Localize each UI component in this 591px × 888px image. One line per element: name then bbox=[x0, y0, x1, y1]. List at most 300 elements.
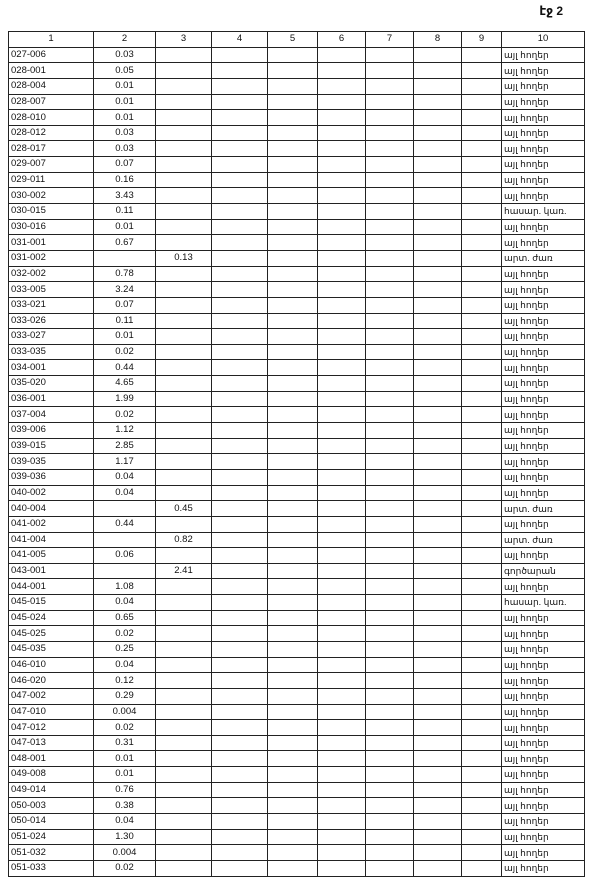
parcel-code-cell: 045-024 bbox=[9, 610, 94, 626]
column-9-cell bbox=[462, 94, 502, 110]
area-value-cell: 0.02 bbox=[94, 407, 156, 423]
column-9-cell bbox=[462, 188, 502, 204]
table-row bbox=[9, 516, 585, 532]
land-register-table bbox=[8, 31, 585, 877]
land-type-cell: այլ հողեր bbox=[502, 673, 585, 689]
column-3-value-cell bbox=[156, 266, 212, 282]
column-8-cell bbox=[414, 94, 462, 110]
column-5-cell bbox=[268, 282, 318, 298]
column-8-cell bbox=[414, 204, 462, 220]
parcel-code-cell: 028-012 bbox=[9, 125, 94, 141]
area-value-cell: 0.01 bbox=[94, 329, 156, 345]
column-3-value-cell bbox=[156, 157, 212, 173]
column-7-cell bbox=[366, 125, 414, 141]
column-3-value-cell bbox=[156, 110, 212, 126]
column-5-cell bbox=[268, 469, 318, 485]
column-9-cell bbox=[462, 282, 502, 298]
column-8-cell bbox=[414, 704, 462, 720]
land-type-cell: այլ հողեր bbox=[502, 814, 585, 830]
land-type-cell: այլ հողեր bbox=[502, 782, 585, 798]
land-type-cell: այլ հողեր bbox=[502, 391, 585, 407]
column-3-value-cell: 0.82 bbox=[156, 532, 212, 548]
area-value-cell: 4.65 bbox=[94, 376, 156, 392]
column-9-cell bbox=[462, 548, 502, 564]
column-9-cell bbox=[462, 595, 502, 611]
land-type-cell: այլ հողեր bbox=[502, 282, 585, 298]
column-4-cell bbox=[212, 626, 268, 642]
column-5-cell bbox=[268, 94, 318, 110]
table-row bbox=[9, 782, 585, 798]
column-7-cell bbox=[366, 282, 414, 298]
land-type-cell: այլ հողեր bbox=[502, 157, 585, 173]
parcel-code-cell: 027-006 bbox=[9, 47, 94, 63]
parcel-code-cell: 039-015 bbox=[9, 438, 94, 454]
column-3-value-cell bbox=[156, 845, 212, 861]
column-4-cell bbox=[212, 313, 268, 329]
column-4-cell bbox=[212, 157, 268, 173]
column-5-cell bbox=[268, 297, 318, 313]
column-8-cell bbox=[414, 673, 462, 689]
column-4-cell bbox=[212, 188, 268, 204]
parcel-code-cell: 045-015 bbox=[9, 595, 94, 611]
column-7-cell bbox=[366, 219, 414, 235]
area-value-cell: 0.07 bbox=[94, 157, 156, 173]
column-7-cell bbox=[366, 751, 414, 767]
column-6-cell bbox=[318, 782, 366, 798]
area-value-cell: 0.03 bbox=[94, 47, 156, 63]
column-9-cell bbox=[462, 516, 502, 532]
column-7-cell bbox=[366, 235, 414, 251]
column-7-cell bbox=[366, 407, 414, 423]
column-5-cell bbox=[268, 720, 318, 736]
parcel-code-cell: 033-035 bbox=[9, 344, 94, 360]
column-9-cell bbox=[462, 751, 502, 767]
column-4-cell bbox=[212, 829, 268, 845]
column-7-cell bbox=[366, 172, 414, 188]
land-type-cell: այլ հողեր bbox=[502, 704, 585, 720]
column-5-cell bbox=[268, 548, 318, 564]
column-9-cell bbox=[462, 798, 502, 814]
page-number-label: էջ 2 bbox=[539, 4, 563, 18]
area-value-cell: 3.43 bbox=[94, 188, 156, 204]
column-4-cell bbox=[212, 548, 268, 564]
column-5-cell bbox=[268, 845, 318, 861]
land-type-cell: այլ հողեր bbox=[502, 78, 585, 94]
column-4-cell bbox=[212, 610, 268, 626]
parcel-code-cell: 051-032 bbox=[9, 845, 94, 861]
column-7-cell bbox=[366, 657, 414, 673]
column-5-cell bbox=[268, 735, 318, 751]
parcel-code-cell: 041-002 bbox=[9, 516, 94, 532]
column-4-cell bbox=[212, 297, 268, 313]
column-5-cell bbox=[268, 125, 318, 141]
parcel-code-cell: 050-003 bbox=[9, 798, 94, 814]
column-4-cell bbox=[212, 641, 268, 657]
land-type-cell: այլ հողեր bbox=[502, 516, 585, 532]
column-header-3: 3 bbox=[156, 32, 212, 48]
column-4-cell bbox=[212, 391, 268, 407]
column-5-cell bbox=[268, 376, 318, 392]
column-8-cell bbox=[414, 469, 462, 485]
column-5-cell bbox=[268, 344, 318, 360]
land-type-cell: այլ հողեր bbox=[502, 735, 585, 751]
table-row bbox=[9, 579, 585, 595]
column-7-cell bbox=[366, 110, 414, 126]
land-type-cell: այլ հողեր bbox=[502, 423, 585, 439]
land-type-cell: այլ հողեր bbox=[502, 845, 585, 861]
column-6-cell bbox=[318, 313, 366, 329]
column-9-cell bbox=[462, 63, 502, 79]
area-value-cell: 0.25 bbox=[94, 641, 156, 657]
column-8-cell bbox=[414, 579, 462, 595]
column-9-cell bbox=[462, 172, 502, 188]
column-9-cell bbox=[462, 78, 502, 94]
column-6-cell bbox=[318, 125, 366, 141]
column-4-cell bbox=[212, 673, 268, 689]
column-9-cell bbox=[462, 47, 502, 63]
parcel-code-cell: 047-010 bbox=[9, 704, 94, 720]
column-9-cell bbox=[462, 860, 502, 876]
parcel-code-cell: 031-001 bbox=[9, 235, 94, 251]
column-3-value-cell bbox=[156, 595, 212, 611]
column-8-cell bbox=[414, 438, 462, 454]
column-6-cell bbox=[318, 329, 366, 345]
table-row bbox=[9, 548, 585, 564]
column-9-cell bbox=[462, 501, 502, 517]
table-row bbox=[9, 532, 585, 548]
column-6-cell bbox=[318, 595, 366, 611]
column-3-value-cell bbox=[156, 469, 212, 485]
column-5-cell bbox=[268, 860, 318, 876]
column-5-cell bbox=[268, 829, 318, 845]
land-type-cell: այլ հողեր bbox=[502, 860, 585, 876]
column-9-cell bbox=[462, 454, 502, 470]
area-value-cell: 0.004 bbox=[94, 845, 156, 861]
land-type-cell: այլ հողեր bbox=[502, 235, 585, 251]
column-9-cell bbox=[462, 329, 502, 345]
column-4-cell bbox=[212, 501, 268, 517]
column-8-cell bbox=[414, 266, 462, 282]
column-4-cell bbox=[212, 360, 268, 376]
column-8-cell bbox=[414, 798, 462, 814]
land-type-cell: այլ հողեր bbox=[502, 469, 585, 485]
area-value-cell: 0.01 bbox=[94, 751, 156, 767]
column-8-cell bbox=[414, 360, 462, 376]
column-9-cell bbox=[462, 391, 502, 407]
column-4-cell bbox=[212, 532, 268, 548]
table-row bbox=[9, 250, 585, 266]
land-type-cell: այլ հողեր bbox=[502, 720, 585, 736]
parcel-code-cell: 035-020 bbox=[9, 376, 94, 392]
column-9-cell bbox=[462, 657, 502, 673]
area-value-cell: 0.01 bbox=[94, 767, 156, 783]
column-4-cell bbox=[212, 485, 268, 501]
area-value-cell: 0.02 bbox=[94, 626, 156, 642]
column-5-cell bbox=[268, 454, 318, 470]
column-3-value-cell: 0.13 bbox=[156, 250, 212, 266]
column-6-cell bbox=[318, 188, 366, 204]
column-8-cell bbox=[414, 376, 462, 392]
area-value-cell: 0.11 bbox=[94, 313, 156, 329]
table-row bbox=[9, 110, 585, 126]
table-row bbox=[9, 751, 585, 767]
column-3-value-cell bbox=[156, 313, 212, 329]
column-7-cell bbox=[366, 391, 414, 407]
parcel-code-cell: 029-007 bbox=[9, 157, 94, 173]
table-row bbox=[9, 344, 585, 360]
land-type-cell: այլ հողեր bbox=[502, 125, 585, 141]
column-3-value-cell bbox=[156, 454, 212, 470]
column-header-10: 10 bbox=[502, 32, 585, 48]
column-5-cell bbox=[268, 610, 318, 626]
table-row bbox=[9, 63, 585, 79]
parcel-code-cell: 033-021 bbox=[9, 297, 94, 313]
column-3-value-cell bbox=[156, 704, 212, 720]
parcel-code-cell: 040-004 bbox=[9, 501, 94, 517]
table-row bbox=[9, 454, 585, 470]
column-3-value-cell: 0.45 bbox=[156, 501, 212, 517]
column-3-value-cell bbox=[156, 204, 212, 220]
column-5-cell bbox=[268, 501, 318, 517]
column-9-cell bbox=[462, 720, 502, 736]
column-3-value-cell bbox=[156, 688, 212, 704]
column-3-value-cell bbox=[156, 438, 212, 454]
table-row bbox=[9, 798, 585, 814]
column-7-cell bbox=[366, 860, 414, 876]
parcel-code-cell: 030-015 bbox=[9, 204, 94, 220]
column-7-cell bbox=[366, 454, 414, 470]
column-7-cell bbox=[366, 626, 414, 642]
column-8-cell bbox=[414, 47, 462, 63]
column-3-value-cell bbox=[156, 814, 212, 830]
column-7-cell bbox=[366, 641, 414, 657]
table-row bbox=[9, 423, 585, 439]
area-value-cell: 0.03 bbox=[94, 141, 156, 157]
table-row bbox=[9, 438, 585, 454]
column-3-value-cell bbox=[156, 47, 212, 63]
column-8-cell bbox=[414, 548, 462, 564]
land-type-cell: այլ հողեր bbox=[502, 376, 585, 392]
land-type-cell: այլ հողեր bbox=[502, 407, 585, 423]
column-6-cell bbox=[318, 63, 366, 79]
column-4-cell bbox=[212, 751, 268, 767]
column-5-cell bbox=[268, 141, 318, 157]
column-6-cell bbox=[318, 423, 366, 439]
column-5-cell bbox=[268, 157, 318, 173]
column-7-cell bbox=[366, 360, 414, 376]
table-row bbox=[9, 688, 585, 704]
land-type-cell: գործարան bbox=[502, 563, 585, 579]
column-9-cell bbox=[462, 626, 502, 642]
column-4-cell bbox=[212, 579, 268, 595]
table-row bbox=[9, 641, 585, 657]
column-6-cell bbox=[318, 454, 366, 470]
column-4-cell bbox=[212, 110, 268, 126]
parcel-code-cell: 050-014 bbox=[9, 814, 94, 830]
column-6-cell bbox=[318, 516, 366, 532]
column-7-cell bbox=[366, 704, 414, 720]
column-7-cell bbox=[366, 250, 414, 266]
column-9-cell bbox=[462, 469, 502, 485]
area-value-cell: 0.31 bbox=[94, 735, 156, 751]
column-8-cell bbox=[414, 235, 462, 251]
column-7-cell bbox=[366, 579, 414, 595]
column-4-cell bbox=[212, 235, 268, 251]
column-9-cell bbox=[462, 438, 502, 454]
column-header-5: 5 bbox=[268, 32, 318, 48]
column-7-cell bbox=[366, 485, 414, 501]
column-5-cell bbox=[268, 532, 318, 548]
column-3-value-cell bbox=[156, 860, 212, 876]
column-3-value-cell bbox=[156, 610, 212, 626]
column-8-cell bbox=[414, 313, 462, 329]
column-6-cell bbox=[318, 407, 366, 423]
area-value-cell: 0.03 bbox=[94, 125, 156, 141]
column-5-cell bbox=[268, 423, 318, 439]
area-value-cell: 0.04 bbox=[94, 469, 156, 485]
column-9-cell bbox=[462, 235, 502, 251]
column-8-cell bbox=[414, 532, 462, 548]
column-8-cell bbox=[414, 595, 462, 611]
column-9-cell bbox=[462, 407, 502, 423]
column-8-cell bbox=[414, 782, 462, 798]
column-3-value-cell bbox=[156, 407, 212, 423]
column-8-cell bbox=[414, 188, 462, 204]
column-8-cell bbox=[414, 407, 462, 423]
area-value-cell: 1.99 bbox=[94, 391, 156, 407]
column-4-cell bbox=[212, 94, 268, 110]
land-type-cell: այլ հողեր bbox=[502, 751, 585, 767]
column-7-cell bbox=[366, 532, 414, 548]
area-value-cell: 0.44 bbox=[94, 516, 156, 532]
column-7-cell bbox=[366, 767, 414, 783]
column-7-cell bbox=[366, 438, 414, 454]
table-row bbox=[9, 829, 585, 845]
column-5-cell bbox=[268, 172, 318, 188]
column-3-value-cell: 2.41 bbox=[156, 563, 212, 579]
column-8-cell bbox=[414, 735, 462, 751]
land-type-cell: այլ հողեր bbox=[502, 657, 585, 673]
area-value-cell: 0.02 bbox=[94, 860, 156, 876]
column-3-value-cell bbox=[156, 125, 212, 141]
column-3-value-cell bbox=[156, 219, 212, 235]
table-row bbox=[9, 297, 585, 313]
column-9-cell bbox=[462, 610, 502, 626]
column-4-cell bbox=[212, 376, 268, 392]
column-8-cell bbox=[414, 157, 462, 173]
parcel-code-cell: 044-001 bbox=[9, 579, 94, 595]
column-7-cell bbox=[366, 516, 414, 532]
table-row bbox=[9, 485, 585, 501]
column-8-cell bbox=[414, 860, 462, 876]
land-type-cell: այլ հողեր bbox=[502, 63, 585, 79]
area-value-cell bbox=[94, 532, 156, 548]
column-6-cell bbox=[318, 798, 366, 814]
column-6-cell bbox=[318, 297, 366, 313]
column-9-cell bbox=[462, 219, 502, 235]
column-4-cell bbox=[212, 78, 268, 94]
area-value-cell: 0.01 bbox=[94, 110, 156, 126]
column-9-cell bbox=[462, 250, 502, 266]
column-3-value-cell bbox=[156, 735, 212, 751]
column-3-value-cell bbox=[156, 63, 212, 79]
column-4-cell bbox=[212, 657, 268, 673]
column-8-cell bbox=[414, 485, 462, 501]
column-8-cell bbox=[414, 610, 462, 626]
column-3-value-cell bbox=[156, 641, 212, 657]
land-type-cell: այլ հողեր bbox=[502, 329, 585, 345]
column-7-cell bbox=[366, 798, 414, 814]
column-4-cell bbox=[212, 814, 268, 830]
parcel-code-cell: 051-033 bbox=[9, 860, 94, 876]
column-4-cell bbox=[212, 250, 268, 266]
column-4-cell bbox=[212, 329, 268, 345]
column-6-cell bbox=[318, 47, 366, 63]
column-5-cell bbox=[268, 626, 318, 642]
column-6-cell bbox=[318, 845, 366, 861]
parcel-code-cell: 039-035 bbox=[9, 454, 94, 470]
land-type-cell: այլ հողեր bbox=[502, 188, 585, 204]
column-7-cell bbox=[366, 595, 414, 611]
column-5-cell bbox=[268, 595, 318, 611]
column-9-cell bbox=[462, 688, 502, 704]
column-8-cell bbox=[414, 657, 462, 673]
column-6-cell bbox=[318, 250, 366, 266]
column-4-cell bbox=[212, 860, 268, 876]
parcel-code-cell: 028-010 bbox=[9, 110, 94, 126]
column-7-cell bbox=[366, 563, 414, 579]
column-9-cell bbox=[462, 767, 502, 783]
table-row bbox=[9, 329, 585, 345]
table-row bbox=[9, 720, 585, 736]
column-7-cell bbox=[366, 469, 414, 485]
column-3-value-cell bbox=[156, 516, 212, 532]
column-4-cell bbox=[212, 767, 268, 783]
land-type-cell: այլ հողեր bbox=[502, 94, 585, 110]
column-9-cell bbox=[462, 563, 502, 579]
column-header-6: 6 bbox=[318, 32, 366, 48]
column-7-cell bbox=[366, 141, 414, 157]
area-value-cell: 0.78 bbox=[94, 266, 156, 282]
parcel-code-cell: 030-002 bbox=[9, 188, 94, 204]
area-value-cell: 1.17 bbox=[94, 454, 156, 470]
table-row bbox=[9, 610, 585, 626]
area-value-cell: 0.02 bbox=[94, 720, 156, 736]
column-5-cell bbox=[268, 360, 318, 376]
column-8-cell bbox=[414, 297, 462, 313]
column-3-value-cell bbox=[156, 548, 212, 564]
column-7-cell bbox=[366, 313, 414, 329]
column-4-cell bbox=[212, 344, 268, 360]
column-8-cell bbox=[414, 516, 462, 532]
table-row bbox=[9, 172, 585, 188]
column-5-cell bbox=[268, 688, 318, 704]
area-value-cell: 0.04 bbox=[94, 595, 156, 611]
table-row bbox=[9, 626, 585, 642]
column-7-cell bbox=[366, 376, 414, 392]
table-row bbox=[9, 469, 585, 485]
table-row bbox=[9, 141, 585, 157]
parcel-code-cell: 033-005 bbox=[9, 282, 94, 298]
area-value-cell bbox=[94, 501, 156, 517]
column-8-cell bbox=[414, 250, 462, 266]
area-value-cell: 0.02 bbox=[94, 344, 156, 360]
parcel-code-cell: 037-004 bbox=[9, 407, 94, 423]
table-row bbox=[9, 376, 585, 392]
column-7-cell bbox=[366, 548, 414, 564]
table-row bbox=[9, 704, 585, 720]
column-5-cell bbox=[268, 78, 318, 94]
